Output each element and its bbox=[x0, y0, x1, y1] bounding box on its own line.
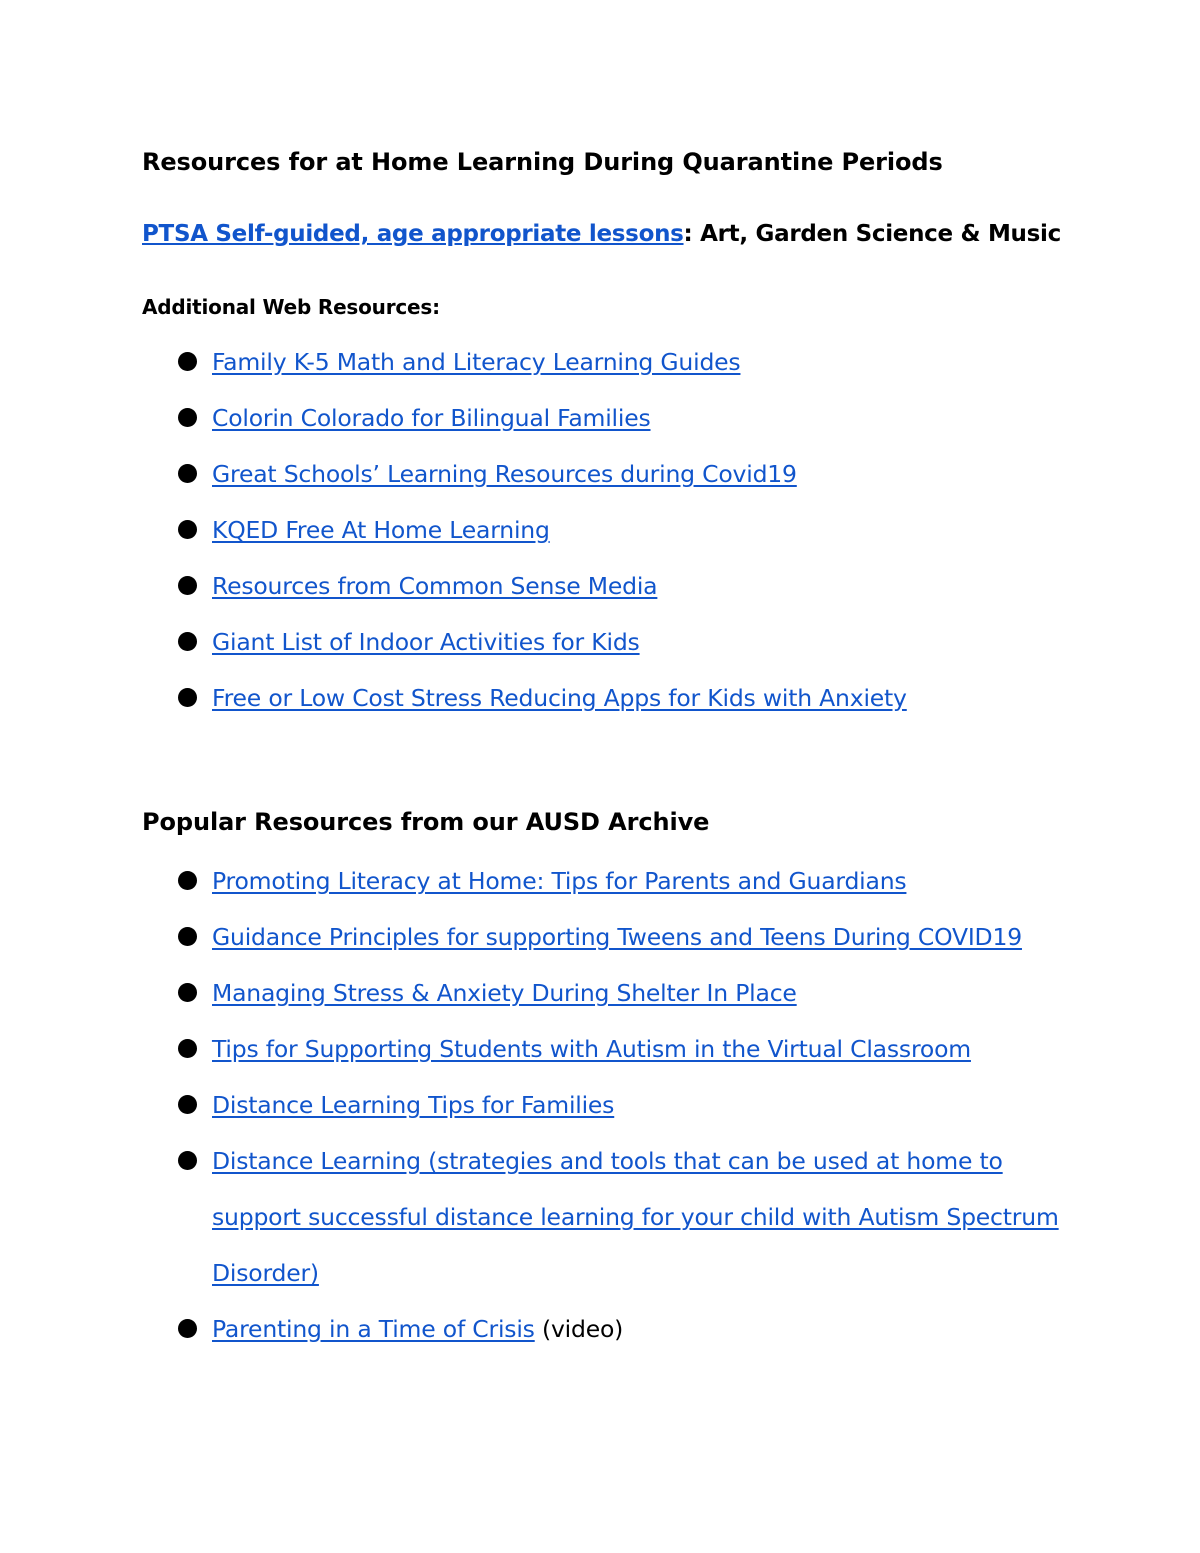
list-item bbox=[142, 446, 1072, 502]
list-item bbox=[142, 853, 1072, 909]
archive-heading: Popular Resources from our AUSD Archive bbox=[142, 808, 710, 836]
list-item bbox=[142, 390, 1072, 446]
list-item bbox=[142, 1301, 1072, 1357]
bullet-icon bbox=[178, 688, 197, 707]
bullet-icon bbox=[178, 1319, 197, 1338]
resource-link[interactable]: Family K-5 Math and Literacy Learning Guides bbox=[212, 348, 741, 376]
list-item bbox=[142, 965, 1072, 1021]
list-item bbox=[142, 1133, 1072, 1301]
ptsa-lessons-link[interactable]: PTSA Self-guided, age appropriate lessons bbox=[142, 221, 684, 247]
bullet-icon bbox=[178, 352, 197, 371]
archive-link[interactable]: Promoting Literacy at Home: Tips for Parents and Guardians bbox=[212, 867, 907, 895]
bullet-icon bbox=[178, 1151, 197, 1170]
document-page bbox=[142, 140, 1072, 1357]
bullet-icon bbox=[178, 464, 197, 483]
bullet-icon bbox=[178, 871, 197, 890]
list-item bbox=[142, 502, 1072, 558]
archive-link[interactable]: Distance Learning Tips for Families bbox=[212, 1091, 615, 1119]
bullet-icon bbox=[178, 520, 197, 539]
list-item bbox=[142, 1021, 1072, 1077]
resource-link[interactable]: Giant List of Indoor Activities for Kids bbox=[212, 628, 640, 656]
bullet-icon bbox=[178, 927, 197, 946]
bullet-icon bbox=[178, 1039, 197, 1058]
web-resources-list bbox=[142, 334, 1072, 726]
list-item bbox=[142, 334, 1072, 390]
list-item bbox=[142, 558, 1072, 614]
bullet-icon bbox=[178, 408, 197, 427]
archive-link[interactable]: Managing Stress & Anxiety During Shelter In Place bbox=[212, 979, 797, 1007]
archive-link[interactable]: Parenting in a Time of Crisis bbox=[212, 1315, 535, 1343]
bullet-icon bbox=[178, 576, 197, 595]
ptsa-lessons-subjects: : Art, Garden Science & Music bbox=[683, 221, 1061, 247]
resource-link[interactable]: KQED Free At Home Learning bbox=[212, 516, 550, 544]
bullet-icon bbox=[178, 983, 197, 1002]
resource-link[interactable]: Resources from Common Sense Media bbox=[212, 572, 658, 600]
video-note: (video) bbox=[534, 1315, 624, 1343]
web-resources-heading: Additional Web Resources: bbox=[142, 295, 440, 319]
archive-list bbox=[142, 853, 1072, 1357]
resource-link[interactable]: Great Schools’ Learning Resources during Covid19 bbox=[212, 460, 797, 488]
page-title: Resources for at Home Learning During Quarantine Periods bbox=[142, 148, 943, 176]
ptsa-lessons-line bbox=[142, 218, 1072, 250]
list-item bbox=[142, 614, 1072, 670]
resource-link[interactable]: Colorin Colorado for Bilingual Families bbox=[212, 404, 651, 432]
bullet-icon bbox=[178, 632, 197, 651]
list-item bbox=[142, 670, 1072, 726]
archive-link[interactable]: Distance Learning (strategies and tools that can be used at home to support successful distance learning for your child with Autism Spectrum Disorder) bbox=[212, 1147, 1059, 1287]
list-item bbox=[142, 1077, 1072, 1133]
bullet-icon bbox=[178, 1095, 197, 1114]
resource-link[interactable]: Free or Low Cost Stress Reducing Apps for Kids with Anxiety bbox=[212, 684, 907, 712]
list-item bbox=[142, 909, 1072, 965]
archive-link[interactable]: Guidance Principles for supporting Tweens and Teens During COVID19 bbox=[212, 923, 1022, 951]
archive-link[interactable]: Tips for Supporting Students with Autism in the Virtual Classroom bbox=[212, 1035, 971, 1063]
